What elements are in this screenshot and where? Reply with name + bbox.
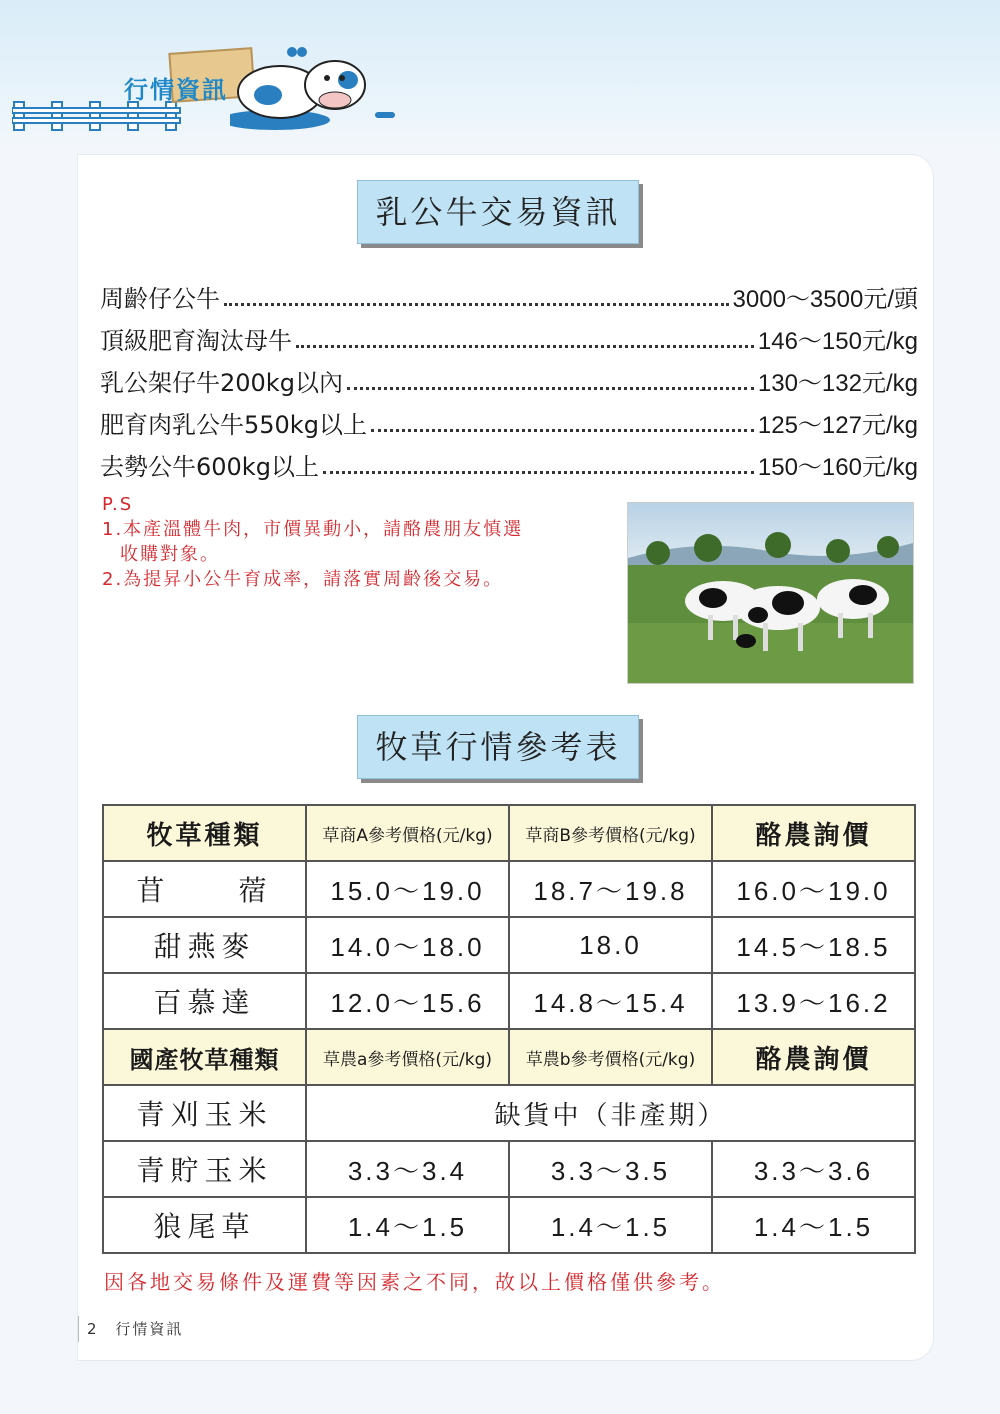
price-row [100,440,918,482]
cattle-price: 130～132元/kg [757,370,918,397]
forage-name: 苜 蓿 [103,861,306,917]
price-cell: 1.4～1.5 [306,1197,509,1253]
price-row [100,356,918,398]
page-footer [78,1316,207,1342]
dot-leader [296,345,754,348]
cattle-price: 146～150元/kg [757,328,918,355]
column-header: 酪農詢價 [712,1029,915,1085]
price-cell: 1.4～1.5 [712,1197,915,1253]
price-disclaimer: 因各地交易條件及運費等因素之不同，故以上價格僅供參考。 [104,1270,725,1294]
dot-leader [371,429,754,432]
cattle-type: 周齡仔公牛 [100,285,220,313]
price-cell: 14.8～15.4 [509,973,712,1029]
column-header: 酪農詢價 [712,805,915,861]
note-line-1-cont: 收購對象。 [120,544,220,565]
column-header: 草商B參考價格(元/kg) [509,805,712,861]
forage-price-table [102,804,916,1254]
cattle-type: 乳公架仔牛200kg以內 [100,369,343,397]
cattle-type: 肥育肉乳公牛550kg以上 [100,411,367,439]
cattle-type: 去勢公牛600kg以上 [100,453,319,481]
grazing-cows-photo [627,502,914,684]
dot-leader [347,387,754,390]
table-row [103,1197,915,1253]
note-line-1: 1.本產溫體牛肉，市價異動小，請酪農朋友慎選 [102,519,524,540]
table-header-row [103,1029,915,1085]
price-row [100,272,918,314]
forage-name: 狼尾草 [103,1197,306,1253]
column-header: 牧草種類 [103,805,306,861]
price-cell: 15.0～19.0 [306,861,509,917]
footer-label: 行情資訊 [115,1320,184,1338]
price-cell: 14.0～18.0 [306,917,509,973]
column-header: 草商A參考價格(元/kg) [306,805,509,861]
price-cell: 3.3～3.6 [712,1141,915,1197]
forage-name: 甜燕麥 [103,917,306,973]
price-cell: 16.0～19.0 [712,861,915,917]
price-cell: 18.0 [509,917,712,973]
header-decoration [375,112,395,118]
price-cell: 13.9～16.2 [712,973,915,1029]
forage-name: 青刈玉米 [103,1085,306,1141]
price-cell: 3.3～3.4 [306,1141,509,1197]
price-cell: 1.4～1.5 [509,1197,712,1253]
price-cell: 18.7～19.8 [509,861,712,917]
column-header: 草農b參考價格(元/kg) [509,1029,712,1085]
dot-leader [224,303,729,306]
table-row [103,1141,915,1197]
price-cell: 12.0～15.6 [306,973,509,1029]
cartoon-cows-illustration [230,40,375,135]
price-row [100,398,918,440]
table-header-row [103,805,915,861]
price-cell: 3.3～3.5 [509,1141,712,1197]
forage-name: 百慕達 [103,973,306,1029]
table-row [103,1085,915,1141]
cattle-type: 頂級肥育淘汰母牛 [100,327,292,355]
notes-block [102,492,612,592]
price-row [100,314,918,356]
price-cell: 14.5～18.5 [712,917,915,973]
cattle-price: 125～127元/kg [757,412,918,439]
note-line-2: 2.為提昇小公牛育成率，請落實周齡後交易。 [102,569,504,590]
table-row [103,917,915,973]
table-row [103,861,915,917]
forage-name: 青貯玉米 [103,1141,306,1197]
cattle-section-title: 乳公牛交易資訊 [357,180,639,244]
cattle-price: 150～160元/kg [757,454,918,481]
header-section-label: 行情資訊 [124,76,228,104]
out-of-stock-cell: 缺貨中（非產期） [306,1085,915,1141]
dot-leader [323,471,754,474]
forage-section-title: 牧草行情參考表 [357,715,639,779]
column-header: 國產牧草種類 [103,1029,306,1085]
cattle-price: 3000～3500元/頭 [732,286,918,313]
table-row [103,973,915,1029]
page-number: 2 [87,1320,99,1338]
column-header: 草農a參考價格(元/kg) [306,1029,509,1085]
notes-ps: P.S [102,494,134,515]
cattle-price-list [100,272,918,482]
